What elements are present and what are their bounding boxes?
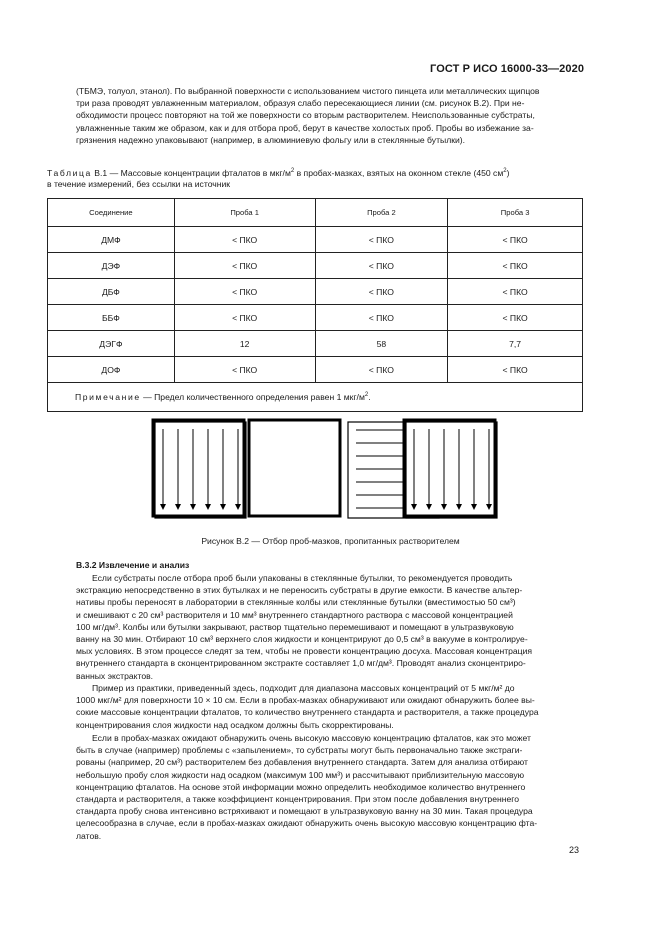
figure-caption: Рисунок В.2 — Отбор проб-мазков, пропитанных растворителем	[201, 536, 460, 546]
table-note-row	[48, 383, 583, 412]
body-line: концентрацию фталатов. На основе этой информации можно определить необходимое количество внутреннего	[76, 781, 526, 792]
table-caption-sup1: 2	[290, 168, 295, 174]
table-caption-text1: — Массовые концентрации фталатов в мкг/м	[109, 167, 291, 178]
table-caption-text2: в пробах-мазках, взятых на оконном стекле (450 см	[294, 167, 504, 178]
table-cell: < ПКО	[315, 357, 448, 383]
table-cell: ДЭФ	[48, 253, 175, 279]
table-cell: ДБФ	[48, 279, 175, 305]
body-line: стандарта пробу снова интенсивно встряхивают и помещают в ультразвуковую ванну на 30 мин. Такая процедура	[76, 806, 533, 817]
body-line: ванну на 30 мин. Отбирают 10 см³ верхнего слоя жидкости и концентрируют до 0,5 см³ в вакууме в контролируе-	[76, 634, 528, 645]
table-row	[48, 253, 583, 279]
body-line: концентрирования слоя жидкости над осадком должны быть скорректированы.	[76, 719, 394, 730]
table-caption	[47, 166, 587, 190]
table-cell: < ПКО	[315, 253, 448, 279]
body-line: 1000 мкг/м² для поверхности 10 × 10 см. Если в пробах-мазках обнаруживают или ожидают обнаружить более вы-	[76, 695, 535, 706]
intro-paragraph	[76, 85, 582, 146]
table-row	[48, 227, 583, 253]
body-line: небольшую пробу слоя жидкости над осадком (максимум 100 мм³) и рассчитывают приблизительную массовую	[76, 769, 525, 780]
table-row	[48, 357, 583, 383]
table-caption-text3: )	[506, 167, 510, 178]
body-line: целесообразна в случае, если в пробах-мазках ожидают обнаружить очень высокую массовую концентрацию фта-	[76, 818, 538, 829]
table-row	[48, 279, 583, 305]
body-line: внутреннего стандарта в сконцентрированном экстракте составляет 1,0 мг/дм³. Проводят анализ сконцентриро-	[76, 658, 526, 669]
column-header: Проба 3	[448, 199, 583, 227]
intro-line: увлажненные таким же образом, как и для отбора проб, берут в качестве холостых проб. Пробы во избежание за-	[76, 122, 534, 133]
table-cell: ДЭГФ	[48, 331, 175, 357]
intro-line: обходимости процесс повторяют на той же поверхности со вторым растворителем. Неиспользованные субстраты,	[76, 110, 535, 121]
body-line: Если субстраты после отбора проб были упакованы в стеклянные бутылки, то рекомендуется проводить	[92, 573, 513, 583]
body-paragraph-1	[76, 572, 582, 682]
body-paragraph-3	[76, 732, 582, 842]
body-line: нативы пробы переносят в лаборатории в стеклянные колбы или стеклянные бутылки (вместимостью 50 см³)	[76, 597, 516, 608]
table-note-text: — Предел количественного определения равен 1 мкг/м	[140, 392, 365, 402]
table-note-sup: 2	[364, 392, 369, 399]
intro-line: три раза проводят увлажненным материалом, образуя слабо пересекающиеся линии (см. рисунок В.2). При не-	[76, 98, 525, 109]
table-cell: ДОФ	[48, 357, 175, 383]
table-cell: 12	[174, 331, 315, 357]
body-line: экстракцию непосредственно в этих бутылках и не переносить субстраты в другие емкости. В качестве альтер-	[76, 585, 523, 596]
body-line: ванных экстрактов.	[76, 670, 154, 681]
swab-sampling-figure	[150, 417, 500, 525]
body-paragraph-2	[76, 682, 582, 731]
body-line: рованы (например, 20 см³) растворителем без добавления внутреннего стандарта. Затем для анализа отбирают	[76, 757, 528, 768]
body-line: стандарта и растворителя, а также коэффициент концентрирования. При этом после добавления внутреннего	[76, 794, 519, 805]
table-caption-line2: в течение измерений, без ссылки на источник	[47, 178, 231, 189]
column-header: Проба 2	[315, 199, 448, 227]
body-line: Пример из практики, приведенный здесь, подходит для диапазона массовых концентраций от 5 мкг/м² до	[92, 683, 515, 693]
table-cell: < ПКО	[174, 357, 315, 383]
table-caption-line1	[47, 166, 587, 179]
table-caption-number: В.1	[94, 167, 108, 178]
table-cell: < ПКО	[174, 279, 315, 305]
body-line: Если в пробах-мазках ожидают обнаружить очень высокую массовую концентрацию фталатов, как это может	[92, 733, 531, 743]
body-line: латов.	[76, 830, 102, 841]
page-number: 23	[569, 845, 580, 855]
body-line: и смешивают с 20 см³ растворителя и 10 мм³ внутреннего стандартного раствора с массовой концентрацией	[76, 609, 513, 620]
body-line: мых условиях. В этом процессе следят за тем, чтобы не провести концентрацию досуха. Массовая концентрация	[76, 646, 533, 657]
figure-panel-vertical	[153, 420, 246, 518]
table-cell: < ПКО	[315, 305, 448, 331]
table-caption-sup2: 2	[503, 168, 507, 174]
intro-line: (ТБМЭ, толуол, этанол). По выбранной поверхности с использованием чистого пинцета или металлических щипцов	[76, 86, 540, 96]
body-line: 100 мг/дм³. Колбы или бутылки закрывают, раствор тщательно перемешивают и помещают в ультразвуковую	[76, 621, 514, 632]
table-row	[48, 305, 583, 331]
table-cell: < ПКО	[448, 279, 583, 305]
section-heading: В.3.2 Извлечение и анализ	[76, 560, 190, 570]
table-cell: < ПКО	[315, 227, 448, 253]
table-cell: ДМФ	[48, 227, 175, 253]
table-cell: 7,7	[448, 331, 583, 357]
table-note-label: Примечание	[75, 392, 141, 402]
table-cell: 58	[315, 331, 448, 357]
table-caption-label: Таблица	[47, 167, 92, 178]
table-row	[48, 331, 583, 357]
table-cell: < ПКО	[448, 305, 583, 331]
table-note	[48, 383, 583, 412]
table-cell: ББФ	[48, 305, 175, 331]
phthalates-table	[47, 198, 583, 412]
table-cell: < ПКО	[174, 305, 315, 331]
table-cell: < ПКО	[174, 227, 315, 253]
column-header: Проба 1	[174, 199, 315, 227]
column-header: Соединение	[48, 199, 175, 227]
document-header: ГОСТ Р ИСО 16000-33—2020	[430, 63, 585, 75]
body-line: быть в случае (например) проблемы с «запылением», то субстраты могут быть первоначально также экстраги-	[76, 745, 523, 756]
table-cell: < ПКО	[448, 253, 583, 279]
figure-panel-vertical-2	[404, 420, 497, 518]
table-cell: < ПКО	[174, 253, 315, 279]
table-header-row	[48, 199, 583, 227]
table-note-end: .	[368, 392, 371, 402]
intro-line: грязнения надежно упаковывают (например, в алюминиевую фольгу или в стеклянные бутылки).	[76, 134, 466, 145]
body-line: сокие массовые концентрации фталатов, то количество внутреннего стандарта и растворителя, а также процедура	[76, 707, 539, 718]
table-cell: < ПКО	[448, 357, 583, 383]
table-cell: < ПКО	[448, 227, 583, 253]
table-cell: < ПКО	[315, 279, 448, 305]
